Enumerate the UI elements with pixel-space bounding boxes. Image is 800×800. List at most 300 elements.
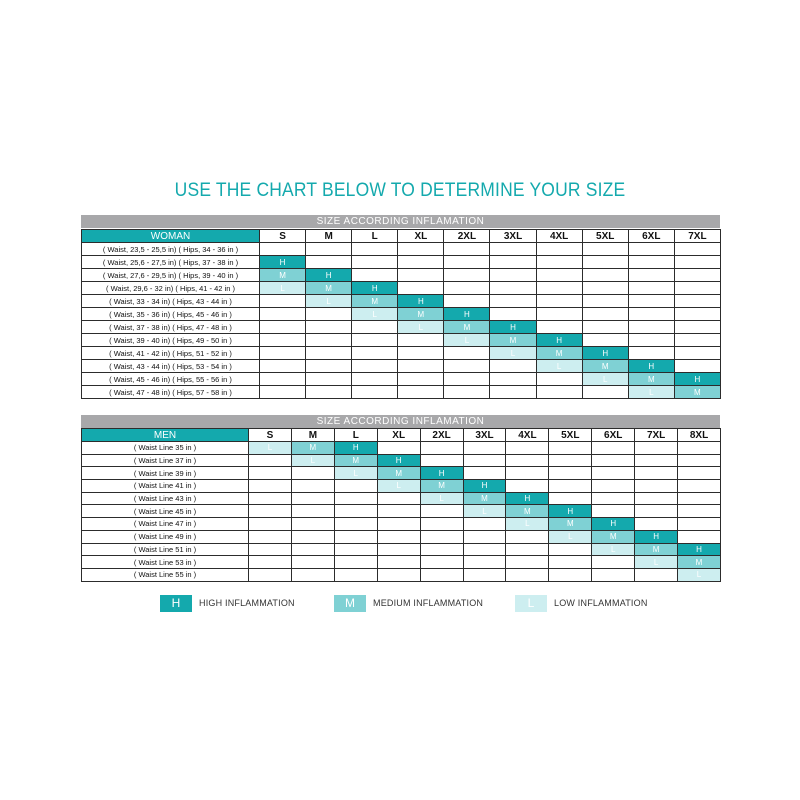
size-column-header: 2XL [420,429,463,442]
empty-cell [377,505,420,518]
empty-cell [463,530,506,543]
empty-cell [260,243,306,256]
empty-cell [463,543,506,556]
table-row [82,568,721,581]
empty-cell [352,321,398,334]
row-measurement-label: ( Waist, 25,6 - 27,5 in) ( Hips, 37 - 38 in ) [82,256,260,269]
inflammation-cell: H [420,467,463,480]
empty-cell [628,321,674,334]
empty-cell [291,530,334,543]
table-row [82,467,721,480]
empty-cell [582,269,628,282]
empty-cell [628,334,674,347]
empty-cell [444,243,490,256]
empty-cell [592,480,635,493]
empty-cell [444,256,490,269]
empty-cell [536,243,582,256]
row-measurement-label: ( Waist, 43 - 44 in) ( Hips, 53 - 54 in ) [82,360,260,373]
inflammation-cell: M [506,505,549,518]
empty-cell [334,492,377,505]
empty-cell [249,518,292,531]
empty-cell [260,295,306,308]
empty-cell [420,505,463,518]
row-measurement-label: ( Waist Line 49 in ) [82,530,249,543]
inflammation-cell: H [506,492,549,505]
size-column-header: L [352,230,398,243]
empty-cell [549,454,592,467]
empty-cell [377,442,420,455]
row-measurement-label: ( Waist, 29,6 - 32 in) ( Hips, 41 - 42 in ) [82,282,260,295]
size-column-header: S [260,230,306,243]
legend-item-medium [334,594,483,612]
empty-cell [377,518,420,531]
empty-cell [549,568,592,581]
empty-cell [674,243,720,256]
inflammation-cell: H [463,480,506,493]
empty-cell [260,334,306,347]
inflammation-cell: H [536,334,582,347]
size-column-header: S [249,429,292,442]
empty-cell [592,492,635,505]
inflammation-cell: H [592,518,635,531]
empty-cell [291,556,334,569]
inflammation-cell: L [463,505,506,518]
inflammation-cell: L [334,467,377,480]
empty-cell [444,269,490,282]
inflammation-cell: M [377,467,420,480]
empty-cell [249,454,292,467]
empty-cell [352,347,398,360]
table-row [82,334,721,347]
size-column-header: 6XL [592,429,635,442]
empty-cell [635,442,678,455]
legend-swatch-medium: M [334,595,366,612]
table-row [82,386,721,399]
empty-cell [490,256,536,269]
empty-cell [291,568,334,581]
table-row [82,308,721,321]
inflammation-cell: M [536,347,582,360]
table-row [82,543,721,556]
empty-cell [249,556,292,569]
legend-label-low: LOW INFLAMMATION [554,598,648,608]
row-measurement-label: ( Waist, 27,6 - 29,5 in) ( Hips, 39 - 40 in ) [82,269,260,282]
inflammation-cell: M [463,492,506,505]
empty-cell [506,556,549,569]
empty-cell [334,505,377,518]
inflammation-cell: M [628,373,674,386]
empty-cell [582,295,628,308]
empty-cell [628,243,674,256]
inflammation-cell: M [334,454,377,467]
empty-cell [398,256,444,269]
table-row [82,530,721,543]
empty-cell [249,568,292,581]
empty-cell [398,334,444,347]
table-row [82,492,721,505]
empty-cell [463,568,506,581]
empty-cell [490,308,536,321]
inflammation-cell: M [678,556,721,569]
size-column-header: 8XL [678,429,721,442]
empty-cell [678,505,721,518]
table-row [82,360,721,373]
empty-cell [420,530,463,543]
empty-cell [377,492,420,505]
empty-cell [582,334,628,347]
empty-cell [306,360,352,373]
table-row [82,295,721,308]
inflammation-cell: M [291,442,334,455]
empty-cell [398,360,444,373]
size-column-header: XL [398,230,444,243]
empty-cell [582,321,628,334]
empty-cell [291,480,334,493]
empty-cell [352,256,398,269]
empty-cell [678,467,721,480]
inflammation-cell: L [506,518,549,531]
empty-cell [260,373,306,386]
legend [0,594,800,614]
inflammation-cell: L [260,282,306,295]
size-column-header: 7XL [674,230,720,243]
empty-cell [628,347,674,360]
empty-cell [249,505,292,518]
empty-cell [352,243,398,256]
empty-cell [549,556,592,569]
empty-cell [635,467,678,480]
legend-item-high [160,594,295,612]
empty-cell [674,295,720,308]
men-size-table [81,428,721,582]
empty-cell [444,295,490,308]
empty-cell [506,530,549,543]
table-row [82,243,721,256]
inflammation-cell: M [490,334,536,347]
legend-label-medium: MEDIUM INFLAMMATION [373,598,484,608]
empty-cell [420,543,463,556]
empty-cell [260,360,306,373]
empty-cell [490,360,536,373]
empty-cell [536,321,582,334]
empty-cell [463,556,506,569]
row-measurement-label: ( Waist, 23,5 - 25,5 in) ( Hips, 34 - 36 in ) [82,243,260,256]
empty-cell [678,530,721,543]
empty-cell [420,556,463,569]
size-column-header: 5XL [549,429,592,442]
empty-cell [506,543,549,556]
empty-cell [398,386,444,399]
table-row [82,373,721,386]
inflammation-cell: M [306,282,352,295]
empty-cell [306,256,352,269]
empty-cell [490,386,536,399]
empty-cell [635,505,678,518]
empty-cell [490,373,536,386]
row-measurement-label: ( Waist Line 35 in ) [82,442,249,455]
empty-cell [444,347,490,360]
empty-cell [352,334,398,347]
empty-cell [628,269,674,282]
empty-cell [506,467,549,480]
empty-cell [306,386,352,399]
empty-cell [334,480,377,493]
empty-cell [549,492,592,505]
inflammation-cell: L [678,568,721,581]
row-measurement-label: ( Waist, 45 - 46 in) ( Hips, 55 - 56 in ) [82,373,260,386]
empty-cell [536,269,582,282]
empty-cell [490,269,536,282]
inflammation-cell: H [635,530,678,543]
inflammation-cell: H [582,347,628,360]
empty-cell [674,334,720,347]
empty-cell [334,543,377,556]
empty-cell [674,269,720,282]
row-measurement-label: ( Waist, 37 - 38 in) ( Hips, 47 - 48 in ) [82,321,260,334]
inflammation-cell: M [444,321,490,334]
table-row [82,321,721,334]
empty-cell [291,543,334,556]
empty-cell [306,373,352,386]
row-measurement-label: ( Waist, 47 - 48 in) ( Hips, 57 - 58 in ) [82,386,260,399]
inflammation-cell: H [490,321,536,334]
empty-cell [420,568,463,581]
empty-cell [549,442,592,455]
row-measurement-label: ( Waist Line 37 in ) [82,454,249,467]
empty-cell [678,518,721,531]
inflammation-cell: L [549,530,592,543]
legend-swatch-high: H [160,595,192,612]
empty-cell [306,334,352,347]
empty-cell [628,282,674,295]
size-column-header: 4XL [536,230,582,243]
empty-cell [291,505,334,518]
empty-cell [635,568,678,581]
legend-label-high: HIGH INFLAMMATION [199,598,295,608]
empty-cell [249,530,292,543]
inflammation-cell: M [260,269,306,282]
empty-cell [674,308,720,321]
inflammation-cell: M [549,518,592,531]
row-measurement-label: ( Waist, 35 - 36 in) ( Hips, 45 - 46 in ) [82,308,260,321]
empty-cell [377,556,420,569]
legend-swatch-low: L [515,595,547,612]
empty-cell [582,308,628,321]
empty-cell [536,282,582,295]
row-measurement-label: ( Waist Line 39 in ) [82,467,249,480]
empty-cell [536,373,582,386]
empty-cell [592,505,635,518]
empty-cell [635,480,678,493]
inflammation-cell: L [582,373,628,386]
size-column-header: 4XL [506,429,549,442]
size-column-header: M [306,230,352,243]
empty-cell [306,321,352,334]
empty-cell [377,543,420,556]
empty-cell [306,243,352,256]
empty-cell [444,373,490,386]
row-measurement-label: ( Waist Line 51 in ) [82,543,249,556]
inflammation-cell: H [628,360,674,373]
empty-cell [463,454,506,467]
inflammation-cell: H [352,282,398,295]
inflammation-cell: L [249,442,292,455]
empty-cell [506,480,549,493]
row-measurement-label: ( Waist, 41 - 42 in) ( Hips, 51 - 52 in ) [82,347,260,360]
empty-cell [249,543,292,556]
empty-cell [377,530,420,543]
size-column-header: M [291,429,334,442]
inflammation-cell: L [635,556,678,569]
empty-cell [628,256,674,269]
empty-cell [420,518,463,531]
empty-cell [334,530,377,543]
legend-item-low [515,594,648,612]
empty-cell [674,321,720,334]
empty-cell [674,360,720,373]
empty-cell [635,492,678,505]
empty-cell [249,492,292,505]
size-column-header: XL [377,429,420,442]
group-label: MEN [82,429,249,442]
inflammation-cell: H [334,442,377,455]
table-row [82,269,721,282]
empty-cell [506,568,549,581]
group-label: WOMAN [82,230,260,243]
inflammation-cell: L [536,360,582,373]
size-column-header: 6XL [628,230,674,243]
empty-cell [420,454,463,467]
empty-cell [398,269,444,282]
empty-cell [444,360,490,373]
empty-cell [463,518,506,531]
empty-cell [490,295,536,308]
empty-cell [635,518,678,531]
empty-cell [260,347,306,360]
table-row [82,518,721,531]
empty-cell [291,492,334,505]
size-column-header: 5XL [582,230,628,243]
inflammation-cell: M [398,308,444,321]
empty-cell [398,243,444,256]
table-row [82,347,721,360]
empty-cell [352,373,398,386]
inflammation-cell: L [444,334,490,347]
inflammation-cell: L [291,454,334,467]
empty-cell [377,568,420,581]
inflammation-cell: L [306,295,352,308]
empty-cell [334,568,377,581]
empty-cell [306,308,352,321]
empty-cell [592,442,635,455]
inflammation-cell: L [420,492,463,505]
empty-cell [260,321,306,334]
empty-cell [628,295,674,308]
size-column-header: L [334,429,377,442]
empty-cell [678,454,721,467]
empty-cell [549,543,592,556]
empty-cell [536,386,582,399]
empty-cell [628,308,674,321]
empty-cell [592,556,635,569]
empty-cell [398,373,444,386]
empty-cell [249,467,292,480]
inflammation-cell: L [628,386,674,399]
empty-cell [674,347,720,360]
inflammation-cell: L [490,347,536,360]
empty-cell [506,454,549,467]
empty-cell [398,347,444,360]
woman-size-table [81,229,721,399]
empty-cell [536,308,582,321]
size-column-header: 7XL [635,429,678,442]
row-measurement-label: ( Waist Line 55 in ) [82,568,249,581]
empty-cell [678,492,721,505]
empty-cell [352,269,398,282]
inflammation-cell: L [398,321,444,334]
empty-cell [536,295,582,308]
men-size-banner: SIZE ACCORDING INFLAMATION [81,415,720,428]
row-measurement-label: ( Waist Line 53 in ) [82,556,249,569]
page-title: USE THE CHART BELOW TO DETERMINE YOUR SIZE [174,180,626,201]
row-measurement-label: ( Waist, 39 - 40 in) ( Hips, 49 - 50 in ) [82,334,260,347]
empty-cell [582,256,628,269]
row-measurement-label: ( Waist Line 43 in ) [82,492,249,505]
empty-cell [674,282,720,295]
inflammation-cell: H [260,256,306,269]
table-row [82,282,721,295]
inflammation-cell: H [678,543,721,556]
inflammation-cell: M [582,360,628,373]
empty-cell [260,308,306,321]
row-measurement-label: ( Waist, 33 - 34 in) ( Hips, 43 - 44 in ) [82,295,260,308]
inflammation-cell: M [592,530,635,543]
empty-cell [582,386,628,399]
empty-cell [463,442,506,455]
empty-cell [674,256,720,269]
empty-cell [592,467,635,480]
woman-size-banner: SIZE ACCORDING INFLAMATION [81,215,720,228]
empty-cell [582,243,628,256]
empty-cell [249,480,292,493]
inflammation-cell: M [352,295,398,308]
empty-cell [398,282,444,295]
empty-cell [490,243,536,256]
empty-cell [334,518,377,531]
empty-cell [291,518,334,531]
inflammation-cell: H [444,308,490,321]
empty-cell [592,454,635,467]
empty-cell [490,282,536,295]
empty-cell [306,347,352,360]
inflammation-cell: M [635,543,678,556]
inflammation-cell: L [352,308,398,321]
empty-cell [463,467,506,480]
row-measurement-label: ( Waist Line 41 in ) [82,480,249,493]
empty-cell [291,467,334,480]
inflammation-cell: M [674,386,720,399]
empty-cell [549,467,592,480]
table-row [82,454,721,467]
inflammation-cell: H [306,269,352,282]
row-measurement-label: ( Waist Line 45 in ) [82,505,249,518]
inflammation-cell: H [398,295,444,308]
empty-cell [444,386,490,399]
empty-cell [592,568,635,581]
table-row [82,505,721,518]
empty-cell [536,256,582,269]
table-row [82,480,721,493]
